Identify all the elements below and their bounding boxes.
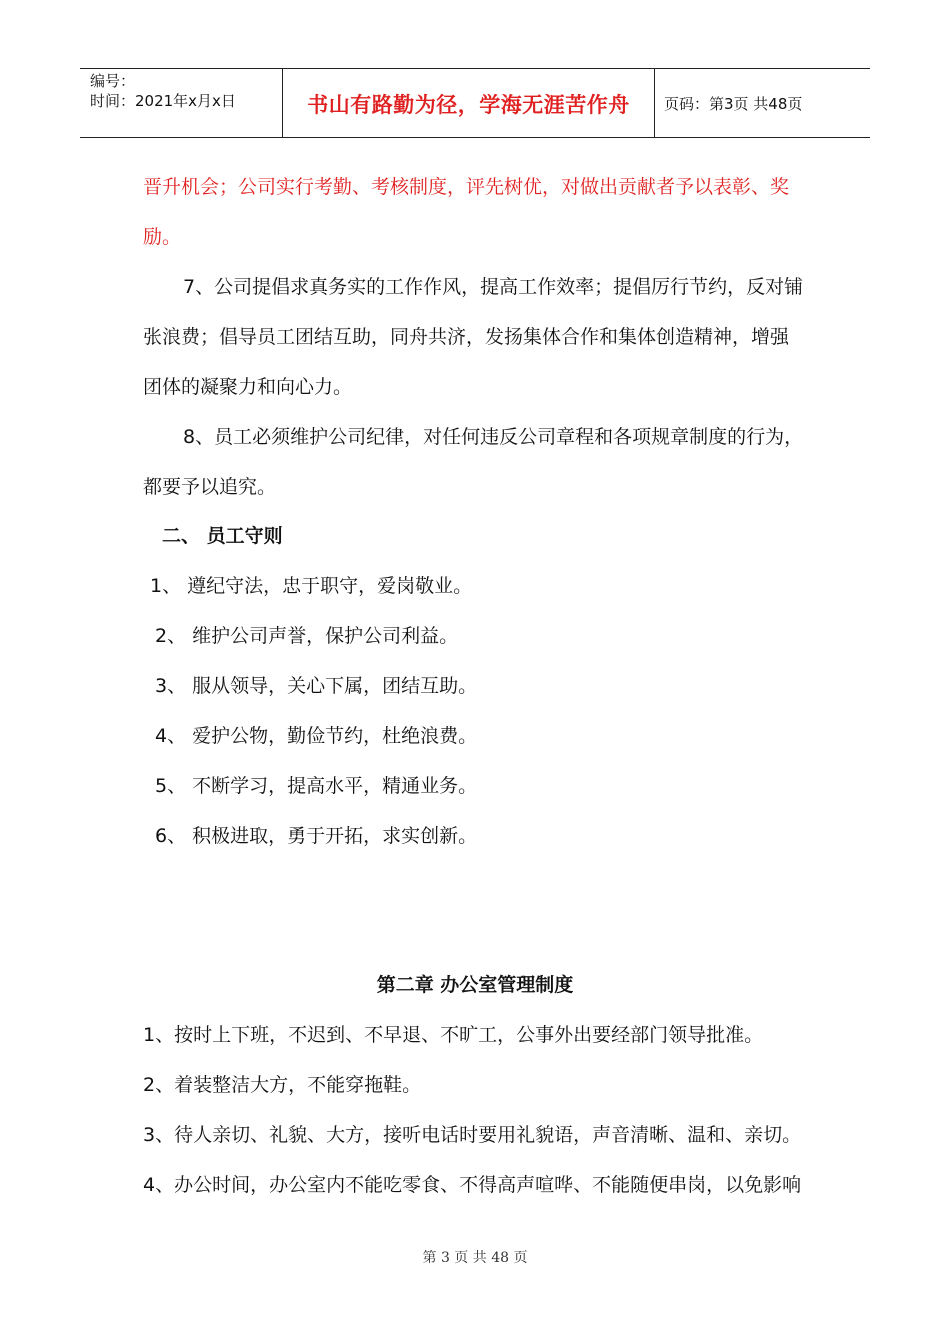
list-item: 3、 服从领导，关心下属，团结互助。 bbox=[155, 675, 478, 697]
paragraph-line: 团体的凝聚力和向心力。 bbox=[143, 376, 353, 398]
paragraph-line: 8、员工必须维护公司纪律，对任何违反公司章程和各项规章制度的行为， bbox=[183, 426, 804, 448]
header-number-label: 编号： bbox=[90, 72, 136, 90]
chapter-title: 第二章 办公室管理制度 bbox=[376, 974, 574, 996]
paragraph-line: 晋升机会；公司实行考勤、考核制度，评先树优，对做出贡献者予以表彰、奖 bbox=[143, 176, 790, 198]
list-item: 2、 维护公司声誉，保护公司利益。 bbox=[155, 625, 459, 647]
list-item: 4、 爱护公物，勤俭节约，杜绝浪费。 bbox=[155, 725, 478, 747]
list-item: 5、 不断学习，提高水平，精通业务。 bbox=[155, 775, 478, 797]
header-time-label: 时间：2021年x月x日 bbox=[90, 92, 236, 110]
header-motto: 书山有路勤为径，学海无涯苦作舟 bbox=[307, 93, 630, 117]
list-item: 2、着装整洁大方，不能穿拖鞋。 bbox=[143, 1074, 422, 1096]
header-divider bbox=[654, 69, 655, 137]
paragraph-line: 励。 bbox=[143, 226, 182, 248]
page-footer: 第 3 页 共 48 页 bbox=[422, 1250, 528, 1266]
paragraph-line: 7、公司提倡求真务实的工作作风，提高工作效率；提倡厉行节约，反对铺 bbox=[183, 276, 804, 298]
paragraph-line: 张浪费；倡导员工团结互助，同舟共济，发扬集体合作和集体创造精神，增强 bbox=[143, 326, 790, 348]
paragraph-line: 都要予以追究。 bbox=[143, 476, 277, 498]
list-item: 3、待人亲切、礼貌、大方，接听电话时要用礼貌语，声音清晰、温和、亲切。 bbox=[143, 1124, 802, 1146]
list-item: 6、 积极进取，勇于开拓，求实创新。 bbox=[155, 825, 478, 847]
list-item: 4、办公时间，办公室内不能吃零食、不得高声喧哗、不能随便串岗，以免影响 bbox=[143, 1174, 802, 1196]
header-meta bbox=[90, 71, 236, 111]
page-header bbox=[80, 68, 870, 138]
list-item: 1、按时上下班，不迟到、不早退、不旷工，公事外出要经部门领导批准。 bbox=[143, 1024, 764, 1046]
section-heading: 二、 员工守则 bbox=[162, 525, 283, 547]
header-page-info: 页码：第3页 共48页 bbox=[664, 95, 803, 113]
list-item: 1、 遵纪守法，忠于职守，爱岗敬业。 bbox=[150, 575, 473, 597]
